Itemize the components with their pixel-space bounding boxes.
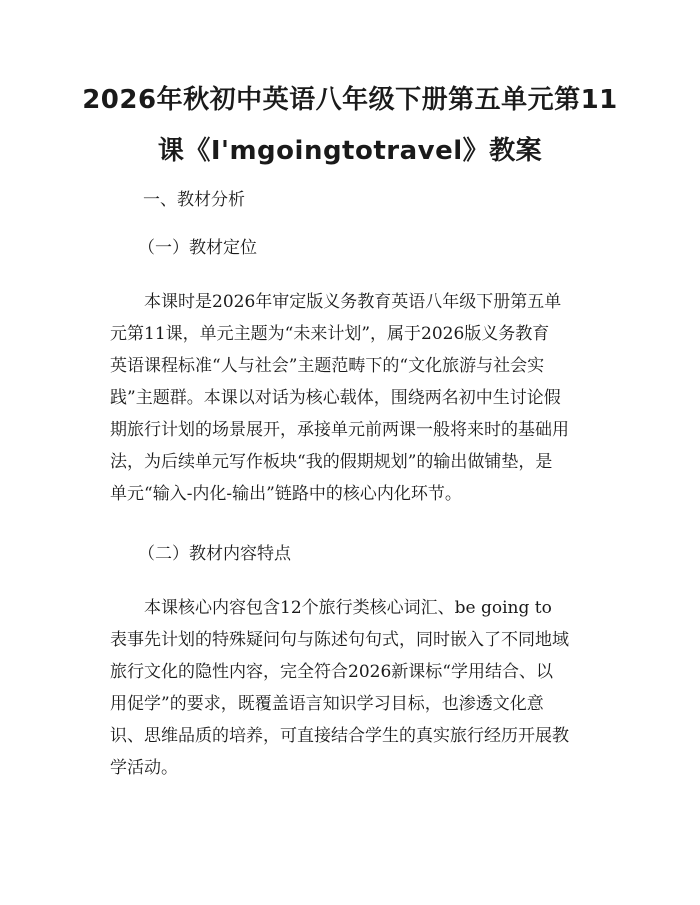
paragraph-line: 识、思维品质的培养，可直接结合学生的真实旅行经历开展教 <box>110 726 569 746</box>
section-heading-textbook-analysis: 一、教材分析 <box>143 190 245 210</box>
paragraph-line: 践”主题群。本课以对话为核心载体，围绕两名初中生讨论假 <box>110 388 561 408</box>
paragraph-line: 表事先计划的特殊疑问句与陈述句句式，同时嵌入了不同地域 <box>110 630 569 650</box>
paragraph-line: 本课时是2026年审定版义务教育英语八年级下册第五单 <box>144 292 562 312</box>
paragraph-line: 本课核心内容包含12个旅行类核心词汇、be going to <box>144 598 552 618</box>
document-title-line-2: 课《I'mgoingtotravel》教案 <box>157 136 543 166</box>
paragraph-line: 单元“输入-内化-输出”链路中的核心内化环节。 <box>110 484 462 504</box>
paragraph-content-features <box>110 592 600 784</box>
subsection-heading-textbook-positioning: （一）教材定位 <box>138 238 257 258</box>
paragraph-line: 元第11课，单元主题为“未来计划”，属于2026版义务教育 <box>110 324 550 344</box>
paragraph-line: 学活动。 <box>110 758 178 778</box>
paragraph-line: 用促学”的要求，既覆盖语言知识学习目标，也渗透文化意 <box>110 694 544 714</box>
paragraph-textbook-positioning <box>110 286 600 510</box>
subsection-heading-content-features: （二）教材内容特点 <box>138 544 291 564</box>
paragraph-line: 期旅行计划的场景展开，承接单元前两课一般将来时的基础用 <box>110 420 569 440</box>
paragraph-line: 法，为后续单元写作板块“我的假期规划”的输出做铺垫，是 <box>110 452 553 472</box>
paragraph-line: 旅行文化的隐性内容，完全符合2026新课标“学用结合、以 <box>110 662 553 682</box>
document-title-line-1: 2026年秋初中英语八年级下册第五单元第11 <box>82 85 618 115</box>
paragraph-line: 英语课程标准“人与社会”主题范畴下的“文化旅游与社会实 <box>110 356 545 376</box>
